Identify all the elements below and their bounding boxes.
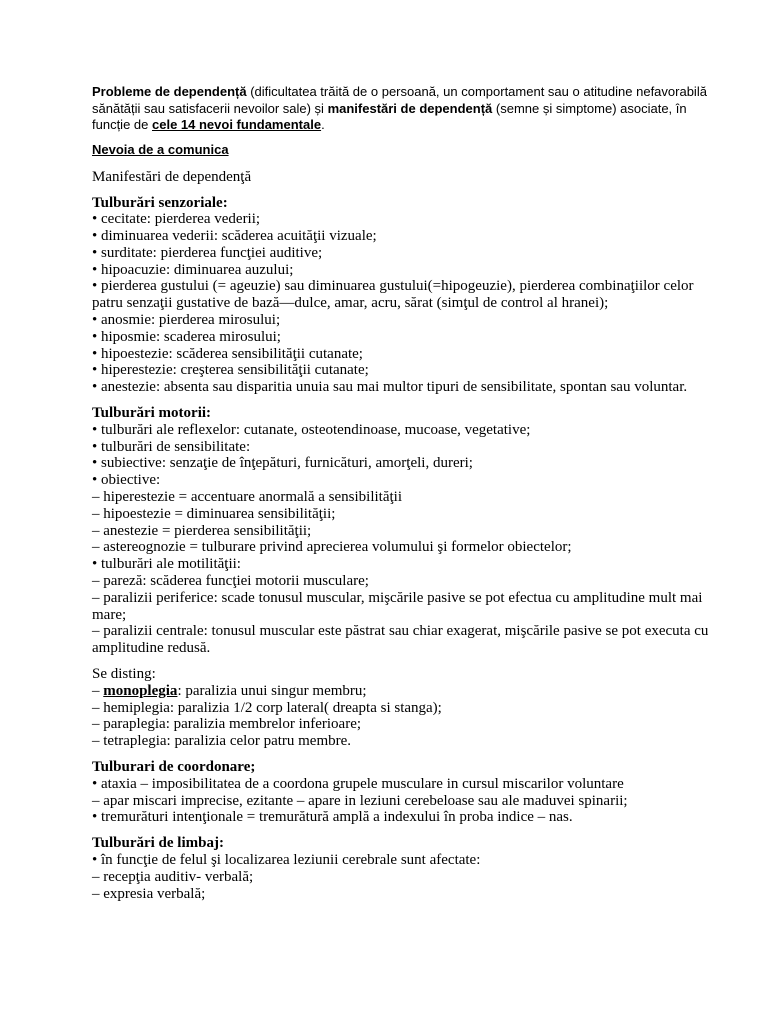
list-coordonare bbox=[92, 776, 728, 826]
list-item: • în funcţie de felul şi localizarea leziunii cerebrale sunt afectate: bbox=[92, 851, 481, 868]
heading-limbaj: Tulburări de limbaj: bbox=[92, 835, 224, 852]
intro-text-2: (semne și simptome) asociate, în funcție de bbox=[92, 100, 687, 132]
list-item: – tetraplegia: paralizia celor patru membre. bbox=[92, 733, 352, 750]
intro-text-3: . bbox=[321, 117, 325, 132]
list-senzoriale bbox=[92, 211, 728, 396]
list-item: • anosmie: pierderea mirosului; bbox=[92, 312, 281, 329]
list-item: • anestezie: absenta sau disparitia unuia sau mai multor tipuri de sensibilitate, spontan sau voluntar. bbox=[92, 379, 688, 396]
list-item: • hipoacuzie: diminuarea auzului; bbox=[92, 261, 294, 278]
intro-term-probleme: Probleme de dependență bbox=[92, 84, 247, 99]
list-item: – paralizii centrale: tonusul muscular este păstrat sau chiar exagerat, mişcările pasive se pot executa cu amplitudine redusă. bbox=[92, 623, 709, 657]
list-item: – recepţia auditiv- verbală; bbox=[92, 868, 254, 885]
list-disting bbox=[92, 683, 728, 750]
list-item: – expresia verbală; bbox=[92, 885, 206, 902]
list-item: • tremurături intenţionale = tremurătură amplă a indexului în proba indice – nas. bbox=[92, 809, 573, 826]
heading-motorii: Tulburări motorii: bbox=[92, 405, 212, 422]
list-item: • obiective: bbox=[92, 472, 161, 489]
list-item: – anestezie = pierderea sensibilităţii; bbox=[92, 522, 312, 539]
list-item: – apar miscari imprecise, ezitante – apare in leziuni cerebeloase sau ale maduvei spinarii; bbox=[92, 792, 628, 809]
list-item: – paraplegia: paralizia membrelor inferioare; bbox=[92, 716, 362, 733]
list-item: • tulburări ale motilităţii: bbox=[92, 556, 241, 573]
intro-link-nevoi[interactable]: cele 14 nevoi fundamentale bbox=[152, 117, 322, 132]
list-limbaj bbox=[92, 852, 728, 902]
manifestari-title: Manifestări de dependenţă bbox=[92, 168, 252, 185]
list-item: • tulburări de sensibilitate: bbox=[92, 438, 251, 455]
heading-senzoriale: Tulburări senzoriale: bbox=[92, 194, 228, 211]
list-item: • ataxia – imposibilitatea de a coordona grupele musculare in cursul miscarilor voluntare bbox=[92, 775, 624, 792]
list-item: • hipoestezie: scăderea sensibilităţii cutanate; bbox=[92, 345, 363, 362]
monoplegia-term[interactable]: monoplegia bbox=[103, 682, 178, 699]
list-item: – hiperestezie = accentuare anormală a sensibilităţii bbox=[92, 489, 402, 506]
list-item: • subiective: senzaţie de înţepături, furnicături, amorţeli, dureri; bbox=[92, 455, 473, 472]
heading-disting: Se disting: bbox=[92, 666, 156, 683]
dash: – bbox=[92, 682, 104, 699]
list-item: • surditate: pierderea funcţiei auditive; bbox=[92, 244, 323, 261]
list-item-monoplegia bbox=[92, 683, 728, 700]
list-motorii bbox=[92, 422, 728, 657]
intro-text-1: (dificultatea trăită de o persoană, un comportament sau o atitudine nefavorabilă sănătății sau satisfacerii nevoilor sale) și bbox=[92, 84, 707, 116]
list-item: • diminuarea vederii: scăderea acuităţii vizuale; bbox=[92, 228, 377, 245]
monoplegia-definition: : paralizia unui singur membru; bbox=[177, 682, 367, 699]
intro-paragraph bbox=[92, 84, 728, 134]
list-item: – paralizii periferice: scade tonusul muscular, mişcările pasive se pot efectua cu amplitudine mult mai mare; bbox=[92, 589, 703, 623]
list-item: • tulburări ale reflexelor: cutanate, osteotendinoase, mucoase, vegetative; bbox=[92, 421, 531, 438]
list-item: • hiposmie: scaderea mirosului; bbox=[92, 328, 281, 345]
list-item: – hemiplegia: paralizia 1/2 corp lateral( dreapta si stanga); bbox=[92, 699, 442, 716]
intro-term-manifestari: manifestări de dependență bbox=[327, 100, 493, 116]
heading-coordonare: Tulburari de coordonare; bbox=[92, 759, 256, 775]
list-item: • cecitate: pierderea vederii; bbox=[92, 211, 261, 228]
list-item: – astereognozie = tulburare privind aprecierea volumului şi formelor obiectelor; bbox=[92, 539, 572, 556]
list-item: – pareză: scăderea funcţiei motorii musculare; bbox=[92, 573, 369, 590]
section-title[interactable]: Nevoia de a comunica bbox=[92, 141, 229, 157]
list-item: – hipoestezie = diminuarea sensibilităţii; bbox=[92, 505, 336, 522]
list-item: • pierderea gustului (= ageuzie) sau diminuarea gustului(=hipogeuzie), pierderea combinaţiilor celor patru senzaţii gustative de bază—dulce, amar, acru, sărat (simţul de control al hranei); bbox=[92, 278, 694, 312]
list-item: • hiperestezie: creşterea sensibilităţii cutanate; bbox=[92, 362, 369, 379]
